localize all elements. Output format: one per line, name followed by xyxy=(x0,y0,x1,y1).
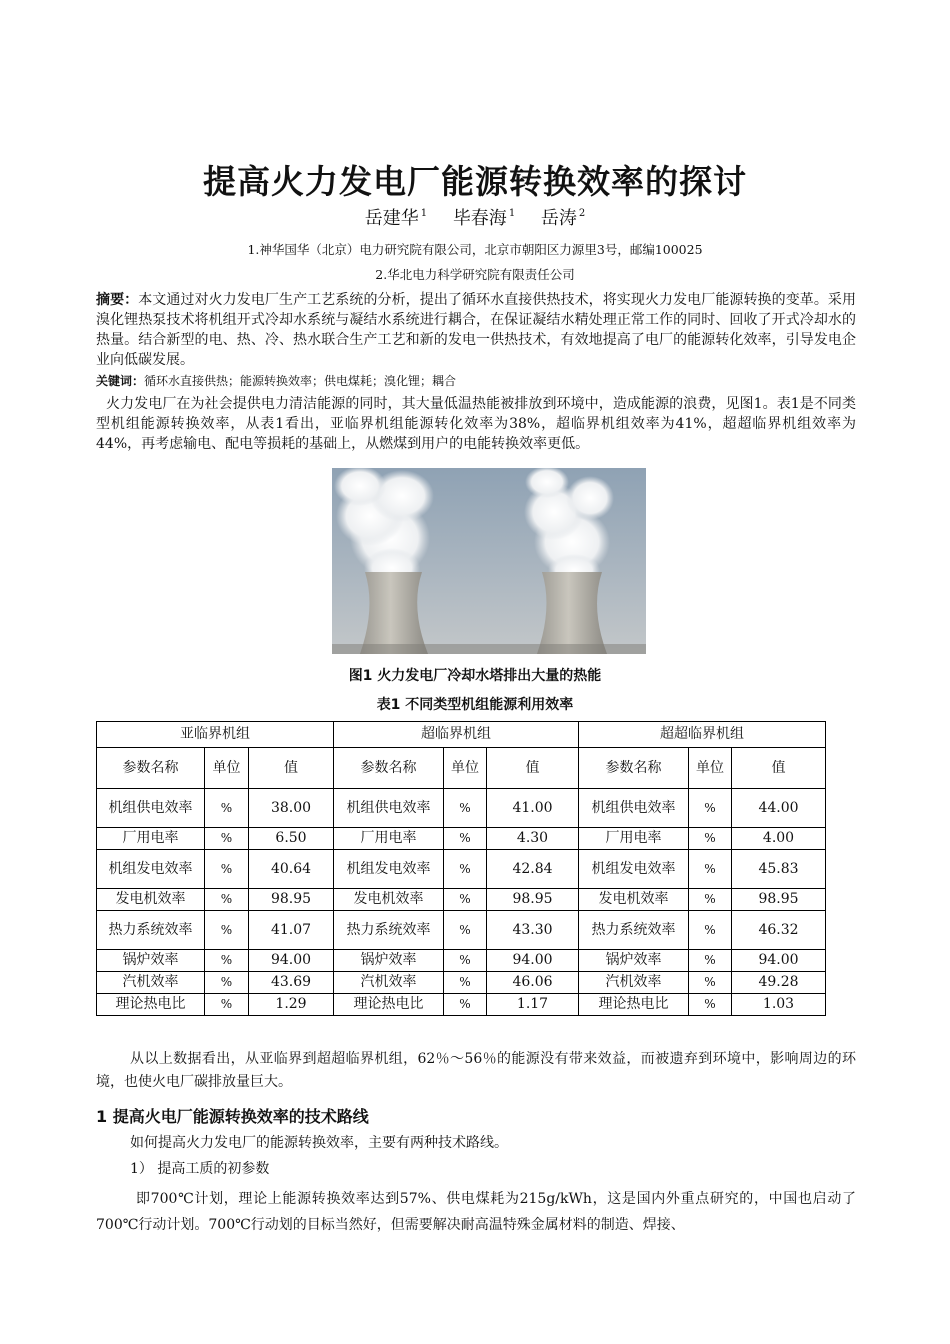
value-supercritical: 43.30 xyxy=(487,911,579,950)
unit: % xyxy=(205,950,249,972)
paper-title: 提高火力发电厂能源转换效率的探讨 xyxy=(203,162,747,201)
value-ultra-supercritical: 94.00 xyxy=(732,950,826,972)
param-name: 发电机效率 xyxy=(334,889,444,911)
param-name: 汽机效率 xyxy=(334,972,444,994)
column-header-row xyxy=(97,748,826,789)
unit: % xyxy=(689,972,732,994)
table-row xyxy=(97,828,826,850)
author-name: 毕春海 xyxy=(452,208,507,229)
routes-intro-paragraph: 如何提高火力发电厂的能源转换效率，主要有两种技术路线。 xyxy=(130,1135,508,1151)
header-unit: 单位 xyxy=(205,748,249,789)
unit: % xyxy=(689,911,732,950)
unit: % xyxy=(205,828,249,850)
unit: % xyxy=(444,911,487,950)
author-name: 岳涛 xyxy=(540,208,577,229)
param-name: 理论热电比 xyxy=(97,994,205,1016)
value-supercritical: 94.00 xyxy=(487,950,579,972)
header-param: 参数名称 xyxy=(334,748,444,789)
author-name: 岳建华 xyxy=(364,208,419,229)
value-ultra-supercritical: 4.00 xyxy=(732,828,826,850)
unit: % xyxy=(444,994,487,1016)
unit: % xyxy=(444,828,487,850)
unit: % xyxy=(689,950,732,972)
figure-caption: 图1 火力发电厂冷却水塔排出大量的热能 xyxy=(348,668,602,684)
value-supercritical: 4.30 xyxy=(487,828,579,850)
param-name: 发电机效率 xyxy=(579,889,689,911)
param-name: 机组发电效率 xyxy=(97,850,205,889)
affiliation-1: 1.神华国华（北京）电力研究院有限公司，北京市朝阳区力源里3号，邮编100025 xyxy=(247,242,703,257)
value-subcritical: 40.64 xyxy=(249,850,334,889)
intro-paragraph: 火力发电厂在为社会提供电力清洁能源的同时，其大量低温热能被排放到环境中，造成能源的浪费，见图1。表1是不同类型机组能源转换效率，从表1看出，亚临界机组能源转化效率为38%，超临界机组效率为41%，超超临界机组效率为44%，再考虑输电、配电等损耗的基础上，从燃煤到用户的电能转换效率更低。 xyxy=(96,396,856,452)
keywords xyxy=(96,372,856,389)
author-affiliation-mark: 2 xyxy=(578,208,586,219)
table-caption: 表1 不同类型机组能源利用效率 xyxy=(376,697,574,713)
abstract xyxy=(96,290,856,370)
unit: % xyxy=(205,911,249,950)
header-unit: 单位 xyxy=(689,748,732,789)
unit: % xyxy=(205,889,249,911)
param-name: 汽机效率 xyxy=(97,972,205,994)
value-subcritical: 38.00 xyxy=(249,789,334,828)
author-3 xyxy=(541,208,585,229)
value-ultra-supercritical: 98.95 xyxy=(732,889,826,911)
unit: % xyxy=(205,994,249,1016)
unit: % xyxy=(444,789,487,828)
author-affiliation-mark: 1 xyxy=(508,208,516,219)
group-supercritical: 超临界机组 xyxy=(334,722,579,748)
param-name: 理论热电比 xyxy=(334,994,444,1016)
param-name: 机组供电效率 xyxy=(97,789,205,828)
group-header-row xyxy=(97,722,826,748)
keywords-text: 循环水直接供热；能源转换效率；供电煤耗；溴化锂；耦合 xyxy=(144,374,457,388)
param-name: 机组发电效率 xyxy=(334,850,444,889)
param-name: 锅炉效率 xyxy=(579,950,689,972)
abstract-label: 摘要： xyxy=(96,292,139,308)
unit: % xyxy=(205,972,249,994)
author-1 xyxy=(365,208,427,229)
value-supercritical: 41.00 xyxy=(487,789,579,828)
param-name: 理论热电比 xyxy=(579,994,689,1016)
unit: % xyxy=(205,850,249,889)
group-ultra-supercritical: 超超临界机组 xyxy=(579,722,826,748)
param-name: 机组供电效率 xyxy=(579,789,689,828)
route-1-heading: 1） 提高工质的初参数 xyxy=(130,1161,270,1177)
value-subcritical: 98.95 xyxy=(249,889,334,911)
value-supercritical: 1.17 xyxy=(487,994,579,1016)
header-value: 值 xyxy=(732,748,826,789)
value-ultra-supercritical: 49.28 xyxy=(732,972,826,994)
unit: % xyxy=(689,789,732,828)
table-row xyxy=(97,889,826,911)
param-name: 锅炉效率 xyxy=(97,950,205,972)
author-affiliation-mark: 1 xyxy=(420,208,428,219)
author-line xyxy=(0,204,950,230)
param-name: 汽机效率 xyxy=(579,972,689,994)
header-unit: 单位 xyxy=(444,748,487,789)
header-value: 值 xyxy=(249,748,334,789)
table-row xyxy=(97,950,826,972)
unit: % xyxy=(689,889,732,911)
table-row xyxy=(97,911,826,950)
unit: % xyxy=(444,850,487,889)
param-name: 热力系统效率 xyxy=(97,911,205,950)
param-name: 锅炉效率 xyxy=(334,950,444,972)
affiliation-2: 2.华北电力科学研究院有限责任公司 xyxy=(375,267,575,282)
after-table-paragraph: 从以上数据看出，从亚临界到超超临界机组，62％～56％的能源没有带来效益，而被遗弃到环境中，影响周边的环境，也使火电厂碳排放量巨大。 xyxy=(96,1051,856,1090)
value-supercritical: 46.06 xyxy=(487,972,579,994)
unit: % xyxy=(444,950,487,972)
value-subcritical: 43.69 xyxy=(249,972,334,994)
value-subcritical: 1.29 xyxy=(249,994,334,1016)
unit: % xyxy=(444,889,487,911)
value-ultra-supercritical: 1.03 xyxy=(732,994,826,1016)
efficiency-table xyxy=(96,721,826,1016)
value-supercritical: 42.84 xyxy=(487,850,579,889)
param-name: 厂用电率 xyxy=(97,828,205,850)
header-param: 参数名称 xyxy=(97,748,205,789)
value-subcritical: 94.00 xyxy=(249,950,334,972)
param-name: 热力系统效率 xyxy=(334,911,444,950)
param-name: 厂用电率 xyxy=(334,828,444,850)
unit: % xyxy=(444,972,487,994)
table-row xyxy=(97,789,826,828)
table-row xyxy=(97,972,826,994)
value-subcritical: 41.07 xyxy=(249,911,334,950)
group-subcritical: 亚临界机组 xyxy=(97,722,334,748)
unit: % xyxy=(689,828,732,850)
section-heading: 1 提高火电厂能源转换效率的技术路线 xyxy=(96,1107,369,1126)
keywords-label: 关键词： xyxy=(96,374,145,388)
param-name: 发电机效率 xyxy=(97,889,205,911)
param-name: 热力系统效率 xyxy=(579,911,689,950)
author-2 xyxy=(453,208,515,229)
header-value: 值 xyxy=(487,748,579,789)
value-ultra-supercritical: 46.32 xyxy=(732,911,826,950)
header-param: 参数名称 xyxy=(579,748,689,789)
abstract-text: 本文通过对火力发电厂生产工艺系统的分析，提出了循环水直接供热技术，将实现火力发电厂能源转换的变革。采用溴化锂热泵技术将机组开式冷却水系统与凝结水系统进行耦合，在保证凝结水精处理正常工作的同时、回收了开式冷却水的热量。结合新型的电、热、冷、热水联合生产工艺和新的发电一供热技术，有效地提高了电厂的能源转化效率，引导发电企业向低碳发展。 xyxy=(96,292,857,368)
unit: % xyxy=(205,789,249,828)
route-1-paragraph: 即700℃计划，理论上能源转换效率达到57%、供电煤耗为215g/kWh，这是国内外重点研究的，中国也启动了700℃行动计划。700℃行动划的目标当然好，但需要解决耐高温特殊金属材料的制造、焊接、 xyxy=(96,1191,856,1233)
cooling-tower-photo xyxy=(332,468,646,654)
value-subcritical: 6.50 xyxy=(249,828,334,850)
param-name: 厂用电率 xyxy=(579,828,689,850)
param-name: 机组供电效率 xyxy=(334,789,444,828)
unit: % xyxy=(689,850,732,889)
param-name: 机组发电效率 xyxy=(579,850,689,889)
unit: % xyxy=(689,994,732,1016)
value-ultra-supercritical: 45.83 xyxy=(732,850,826,889)
table-row xyxy=(97,994,826,1016)
value-supercritical: 98.95 xyxy=(487,889,579,911)
table-row xyxy=(97,850,826,889)
value-ultra-supercritical: 44.00 xyxy=(732,789,826,828)
